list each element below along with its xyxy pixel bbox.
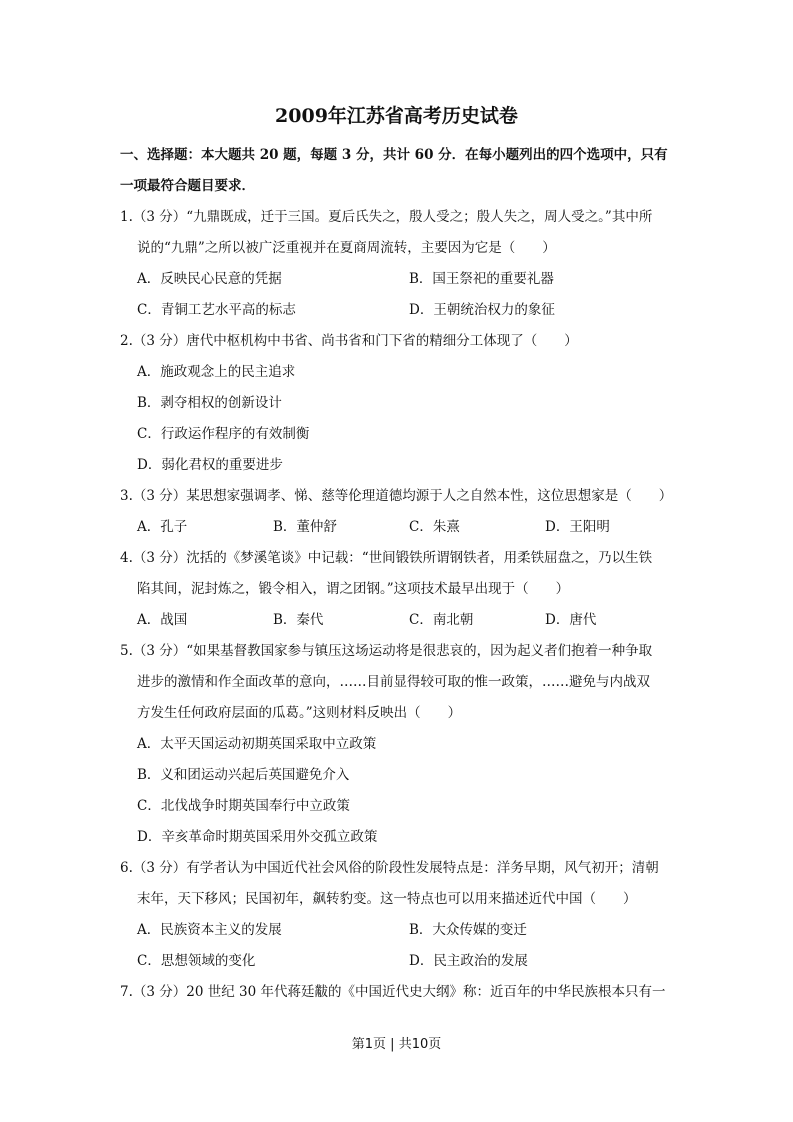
option-d: D．唐代 — [545, 612, 597, 628]
option-a: A．反映民心民意的凭据 — [137, 271, 282, 287]
page-number-total: 共10页 — [398, 1037, 442, 1052]
option-d: D．辛亥革命时期英国采用外交孤立政策 — [137, 829, 378, 845]
question-stem-line: 2.（3 分）唐代中枢机构中书省、尚书省和门下省的精细分工体现了（ ） — [120, 333, 578, 349]
option-c: C．思想领域的变化 — [137, 953, 256, 969]
question-3 — [120, 481, 685, 543]
question-stem-line: 1.（3 分）“九鼎既成，迁于三国。夏后氏失之，殷人受之；殷人失之，周人受之。”其中所 — [120, 209, 653, 225]
option-b: B．国王祭祀的重要礼器 — [409, 271, 554, 287]
section-instructions-line: 一、选择题：本大题共 20 题，每题 3 分，共计 60 分．在每小题列出的四个选项中，只有 — [120, 147, 668, 163]
question-1 — [120, 202, 685, 326]
option-b: B．义和团运动兴起后英国避免介入 — [137, 767, 350, 783]
question-stem-line: 末年，天下移风；民国初年，飙转豹变。这一特点也可以用来描述近代中国（ ） — [137, 891, 637, 907]
option-d: D．王朝统治权力的象征 — [409, 302, 555, 318]
option-a: A．施政观念上的民主追求 — [137, 364, 296, 380]
option-c: C．行政运作程序的有效制衡 — [137, 426, 310, 442]
question-5 — [120, 636, 685, 853]
question-options — [120, 605, 685, 636]
question-stem-line: 6.（3 分）有学者认为中国近代社会风俗的阶段性发展特点是：洋务早期，风气初开；清朝 — [120, 860, 659, 876]
option-b: B．秦代 — [273, 612, 324, 628]
question-options — [120, 357, 685, 481]
option-a: A．太平天国运动初期英国采取中立政策 — [137, 736, 377, 752]
question-options — [120, 512, 685, 543]
question-7 — [120, 977, 685, 1008]
page-number-separator: | — [390, 1037, 395, 1052]
option-b: B．剥夺相权的创新设计 — [137, 395, 282, 411]
option-c: C．青铜工艺水平高的标志 — [137, 302, 296, 318]
question-stem-line: 说的“九鼎”之所以被广泛重视并在夏商周流转，主要因为它是（ ） — [137, 240, 556, 256]
question-stem-line: 方发生任何政府层面的瓜葛。”这则材料反映出（ ） — [137, 705, 462, 721]
page-title: 2009年江苏省高考历史试卷 — [275, 105, 518, 127]
option-b: B．董仲舒 — [273, 519, 337, 535]
question-2 — [120, 326, 685, 481]
page-number-current: 第1页 — [351, 1037, 387, 1052]
option-a: A．民族资本主义的发展 — [137, 922, 282, 938]
question-stem-line: 进步的激情和作全面改革的意向，……目前显得较可取的惟一政策，……避免与内战双 — [137, 674, 650, 690]
question-stem-line: 陷其间，泥封炼之，锻令相入，谓之团钢。”这项技术最早出现于（ ） — [137, 581, 570, 597]
option-d: D．弱化君权的重要进步 — [137, 457, 283, 473]
option-c: C．朱熹 — [409, 519, 460, 535]
section-instructions — [120, 140, 680, 202]
option-d: D．民主政治的发展 — [409, 953, 528, 969]
question-options — [120, 915, 685, 977]
question-stem-line: 4.（3 分）沈括的《梦溪笔谈》中记载：“世间锻铁所谓钢铁者，用柔铁屈盘之，乃以生铁 — [120, 550, 653, 566]
question-4 — [120, 543, 685, 636]
page-footer — [0, 1033, 793, 1052]
question-options — [120, 729, 685, 853]
option-d: D．王阳明 — [545, 519, 610, 535]
option-b: B．大众传媒的变迁 — [409, 922, 527, 938]
section-instructions-line: 一项最符合题目要求． — [120, 178, 255, 194]
option-c: C．北伐战争时期英国奉行中立政策 — [137, 798, 350, 814]
option-c: C．南北朝 — [409, 612, 474, 628]
question-list — [120, 202, 685, 1008]
question-options — [120, 264, 685, 326]
question-6 — [120, 853, 685, 977]
question-stem-line: 5.（3 分）“如果基督教国家参与镇压这场运动将是很悲哀的，因为起义者们抱着一种争取 — [120, 643, 653, 659]
question-stem-line: 3.（3 分）某思想家强调孝、悌、慈等伦理道德均源于人之自然本性，这位思想家是（ ） — [120, 488, 673, 504]
option-a: A．孔子 — [137, 519, 188, 535]
option-a: A．战国 — [137, 612, 188, 628]
question-stem-line: 7.（3 分）20 世纪 30 年代蒋廷黻的《中国近代史大纲》称：近百年的中华民族根本只有一 — [120, 984, 666, 1000]
